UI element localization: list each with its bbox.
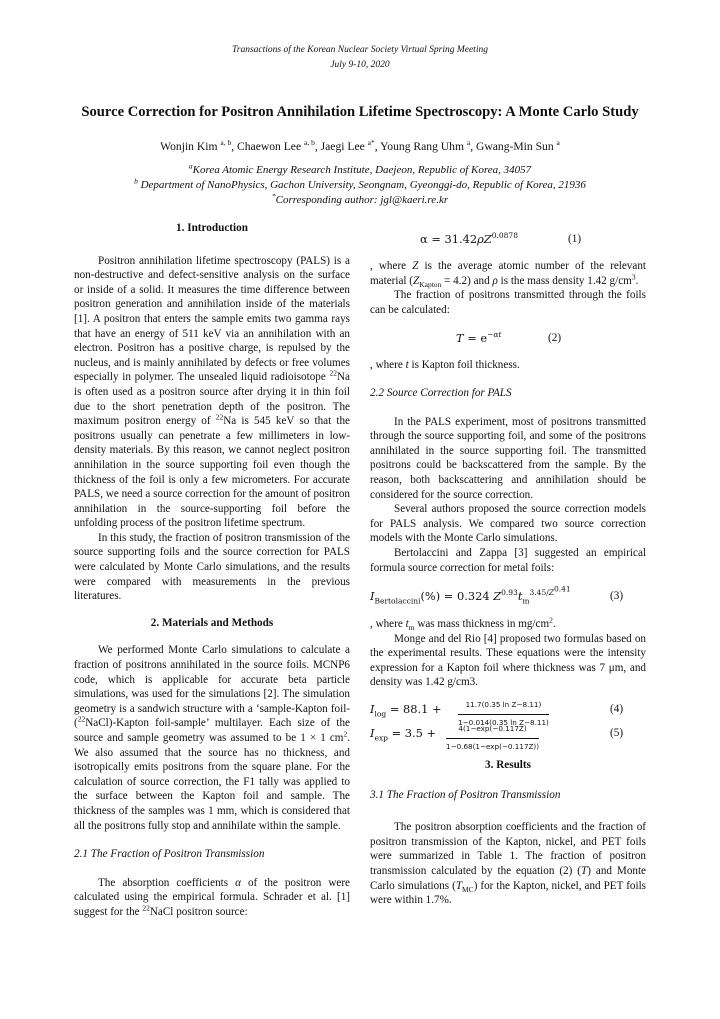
affiliation-a: $^a$Korea Atomic Energy Research Institute, Daejeon, Republic of Korea, 34057: [188, 161, 532, 176]
left-column: [74, 221, 350, 920]
subsection-2-2-paragraph-3: Bertolaccini and Zappa [3] suggested an empirical formula source correction for metal foils:: [370, 546, 646, 574]
equation-5: $I_{exp} = 3.5$ + $\frac{4(1-\exp(-0.117Z)}{1-0.68(1-\exp(-0.117Z))}$ (5): [370, 724, 624, 751]
equation-4: $I_{log} = 88.1$ + $\frac{\text{11.7(0.35 ln Z−8.11)}}{\text{1−0.014(0.35 ln Z−8.11)}}$ (4): [370, 700, 624, 727]
equation-3-description: , where $t_m$ was mass thickness in $mg/cm^2$.: [370, 615, 556, 633]
section-heading-results: 3. Results: [485, 759, 531, 772]
subsection-heading-2-1: 2.1 The Fraction of Positron Transmission: [74, 848, 265, 861]
right-column: [370, 230, 646, 908]
corresponding-author: *Corresponding author: jgl@kaeri.re.kr: [271, 191, 449, 206]
affiliation-b: $^b$ Department of NanoPhysics, Gachon University, Seongnam, Gyeonggi-do, Republic of Korea, 21936: [134, 176, 586, 191]
equation-2-description: , where t is Kapton foil thickness.: [370, 359, 520, 372]
equation-2: $T = e^{-\alpha t}$ (2): [456, 330, 562, 346]
section-heading-methods: 2. Materials and Methods: [150, 616, 274, 629]
results-paragraph-1: The positron absorption coefficients and the fraction of positron transmission of the Kapton, nickel, and PET foils were summarized in Table 1. The fraction of positron transmission calculated by the equation (2) (T) and Monte Carlo simulations $(T_{MC})$ for the Kapton, nickel, and PET foils were within 1.7%.: [370, 821, 647, 907]
equation-1: $\alpha = 31.42\rho Z^{0.0878}$ (1): [420, 231, 582, 246]
methods-paragraph-1: We performed Monte Carlo simulations to calculate a fraction of positrons annihilated in the source foils. MCNP6 code, which is applicable for accurate beta particle simulations, was used for the simulations [2]. The simulation geometry is a sandwich structure with a ‘sample-Kapton foil-($^{22}$NaCl)-Kapton foil-sample’ multilayer. Each size of the source and sample geometry was assumed to be 1 × 1 $cm^2$. We also assumed that the source has no thickness, and isotropically emits positrons from the square plane. For the calculation of source correction, the F1 tally was applied to the surface between the Kapton foil and sample. The thickness of the samples was 1 mm, which is considered that all the positrons fully stop and annihilate within the sample.: [74, 644, 350, 832]
subsection-2-2-paragraph-1: In the PALS experiment, most of positrons transmitted through the source supporting foil, and some of the positrons annihilated in the source supporting foil. The transmitted positrons could be backscattered from the sample. By the reason, both backscattering and annihilation should be considered for the source correction.: [370, 415, 646, 501]
subsection-2-1-paragraph: The absorption coefficients α of the positron were calculated using the empirical formula. Schrader et al. [1] suggest for the $^{22}$NaCl positron source:: [74, 876, 351, 918]
intro-paragraph-1: Positron annihilation lifetime spectroscopy (PALS) is a non-destructive and defect-sensitive analysis on the surface or inside of a solid. It measures the time difference between positron generation and annihilation inside of the materials [1]. A positron that enters the sample emits two gamma rays that have an energy of 511 keV via an annihilation with an electron. Positron has a positive charge, is repulsed by the nucleus, and is mainly annihilated by defects or free volumes especially in polymer. The unsealed liquid radioisotope $^{22}$Na is often used as a positron source after drying it in thin foil due to the short penetration depth of the positron. The maximum positron energy of $^{22}$Na is 545 keV so that the positrons usually can penetrate a few millimeters in low-density materials. By this reason, we cannot neglect positron annihilation in the source supporting foil even though the thickness of the foil is only a few micrometers. For accurate PALS, we need a source correction for the amount of positron annihilation in the source-supporting foil before the unfolding process of the positron lifetime spectrum.: [74, 254, 350, 530]
paper-title: Source Correction for Positron Annihilation Lifetime Spectroscopy: A Monte Carlo Study: [81, 104, 639, 120]
monge-paragraph: Monge and del Rio [4] proposed two formulas based on the experimental results. These equations were the intensity expression for a Kapton foil where thickness was 7 μm, and density was 1.42 g/cm3.: [370, 632, 646, 689]
author-list: Wonjin Kim $^{a, b}$, Chaewon Lee $^{a, b}$, Jaegi Lee $^{a*}$, Young Rang Uhm $^a$, Gwang-Min Sun $^a$: [160, 138, 560, 153]
subsection-heading-2-2: 2.2 Source Correction for PALS: [370, 386, 512, 399]
running-header-line2: July 9-10, 2020: [330, 60, 390, 70]
transmission-intro: The fraction of positrons transmitted through the foils can be calculated:: [370, 289, 646, 316]
running-header-line1: Transactions of the Korean Nuclear Society Virtual Spring Meeting: [232, 45, 488, 55]
intro-paragraph-2: In this study, the fraction of positron transmission of the source supporting foils and the source correction for PALS were calculated by Monte Carlo simulations, and the results were compared with measurements in the previous literatures.: [74, 531, 350, 603]
subsection-2-2-paragraph-2: Several authors proposed the source correction models for PALS analysis. We compared two source correction models with the Monte Carlo simulations.: [370, 503, 646, 545]
section-heading-introduction: 1. Introduction: [176, 222, 248, 234]
equation-3: $I_{Bertolaccini}(\%) = 0.324$ $Z^{0.93}t_m^{3.45/Z^{0.41}}$ (3): [370, 584, 624, 606]
subsection-heading-3-1: 3.1 The Fraction of Positron Transmission: [370, 788, 561, 801]
equation-1-description: , where Z is the average atomic number of the relevant material $(Z_{Kapton} = 4.2)$ and ρ is the mass density 1.42 $g/cm^3$.: [370, 260, 646, 289]
